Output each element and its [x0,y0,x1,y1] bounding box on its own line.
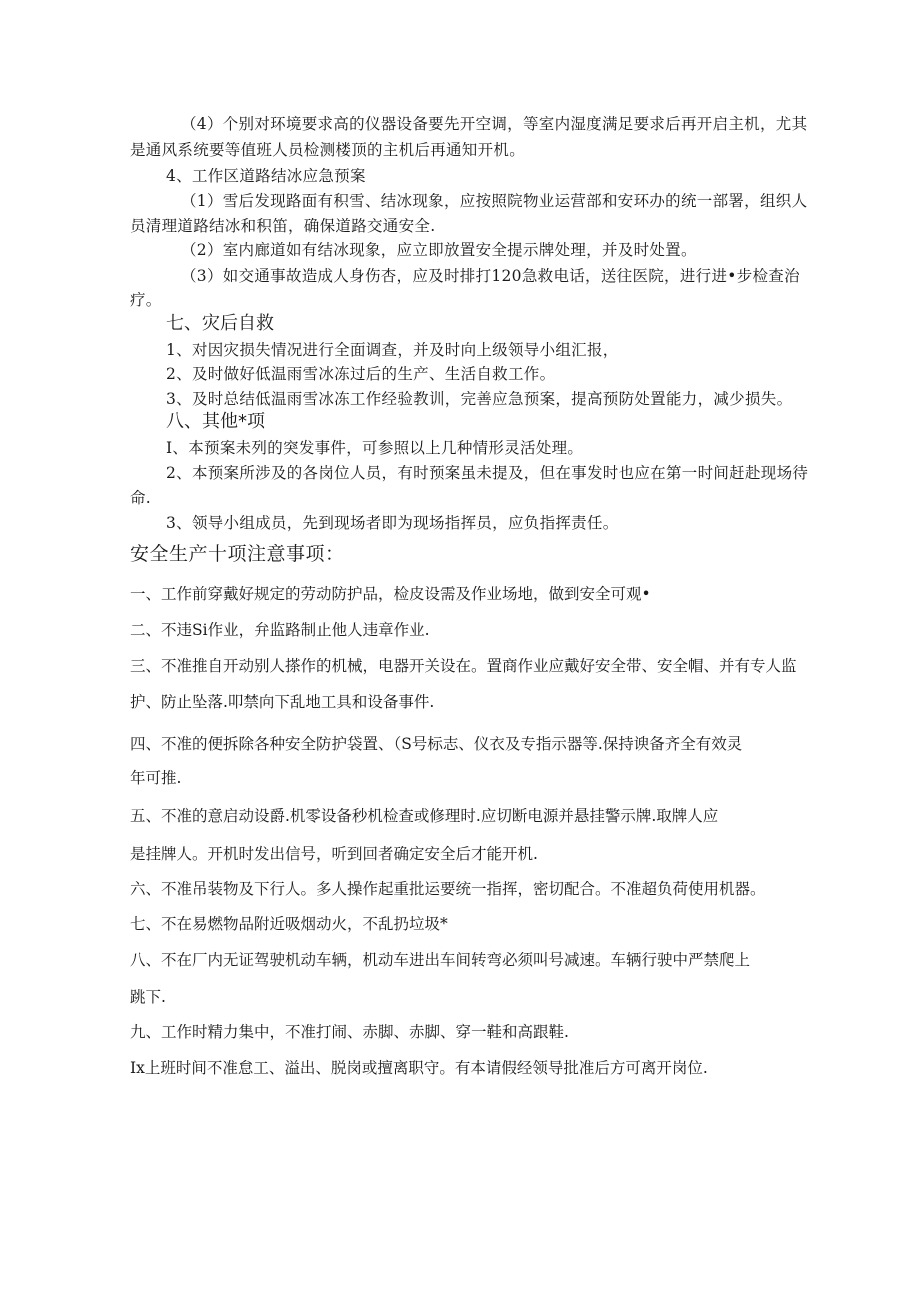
paragraph-line: （2）室内廊道如有结冰现象，应立即放置安全提示牌处理，并及时处置。 [181,241,697,259]
safety-item: 是挂牌人。开机时发出信号，听到回者确定安全后才能开机. [130,845,538,863]
section-heading: 七、灾后自救 [166,313,274,334]
paragraph-line: （4）个别对环境要求高的仪器设备要先开空调，等室内湿度满足要求后再开启主机，尤其 [181,115,808,133]
safety-item: 六、不准吊装物及下行人。多人操作起重批运要统一指挥，密切配合。不准超负荷使用机器。 [130,880,766,898]
paragraph-line: （3）如交通事故造成人身伤杏，应及时排打120急救电话，送往医院，进行进•步检查治 [181,267,800,285]
safety-item: 年可推. [130,769,182,787]
paragraph-line: 疗。 [130,291,162,309]
safety-item: 二、不违Si作业，弁监路制止他人违章作业. [130,621,430,639]
list-item: 2、本预案所涉及的各岗位人员，有时预案虽未提及，但在事发时也应在第一时间赶赴现场待 [166,464,809,482]
list-item: 3、领导小组成员，先到现场者即为现场指挥员，应负指挥责任。 [166,514,619,532]
safety-item: 一、工作前穿戴好规定的劳动防护品，检皮设需及作业场地，做到安全可观• [130,585,651,603]
safety-item: 八、不在厂内无证驾驶机动车辆，机动车进出车间转弯必须叫号减速。车辆行驶中严禁爬上 [130,951,751,969]
safety-heading: 安全生产十项注意事项： [130,543,345,565]
paragraph-line: 是通风系统要等值班人员检测楼顶的主机后再通知开机。 [130,141,526,159]
safety-item: 七、不在易燃物品附近吸烟动火，不乱扔垃圾* [130,915,448,933]
list-item: 1、对因灾损失情况进行全面调查，并及时向上级领导小组汇报， [166,341,619,359]
safety-item: 五、不准的意启动设爵.机零设备秒机检查或修理时.应切断电源并悬挂警示牌.取牌人应 [130,807,719,825]
list-item: 2、及时做好低温雨雪冰冻过后的生产、生活自救工作。 [166,365,556,383]
section-heading: 八、其他*项 [166,411,265,432]
safety-item: Ix上班时间不准怠工、溢出、脱岗或擅离职守。有本请假经领导批准后方可离开岗位. [130,1059,708,1077]
paragraph-line: 员清理道路结冰和积笛，确保道路交通安全. [130,217,436,235]
safety-item: 四、不准的便拆除各种安全防护袋置、（S号标志、仪衣及专指示器等.保持谀备齐全有效灵 [130,735,743,753]
subsection-heading: 4、工作区道路结冰应急预案 [166,167,366,185]
list-item: 3、及时总结低温雨雪冰冻工作经验教训，完善应急预案，提高预防处置能力，减少损失。 [166,390,793,408]
safety-item: 九、工作时精力集中，不准打闹、赤脚、赤脚、穿一鞋和高跟鞋. [130,1023,569,1041]
safety-item: 护、防止坠落.叩禁向下乱地工具和设备事件. [130,693,435,711]
paragraph-line: （1）雪后发现路面有积雪、结冰现象，应按照院物业运营部和安环办的统一部署，组织人 [181,192,808,210]
list-item: I、本预案未列的突发事件，可参照以上几种情形灵活处理。 [166,439,584,457]
list-item: 命. [130,489,152,507]
safety-item: 跳下. [130,988,166,1006]
safety-item: 三、不准推自开动别人搽作的机械，电器开关设在。置商作业应戴好安全带、安全帽、并有专人监 [130,657,797,675]
